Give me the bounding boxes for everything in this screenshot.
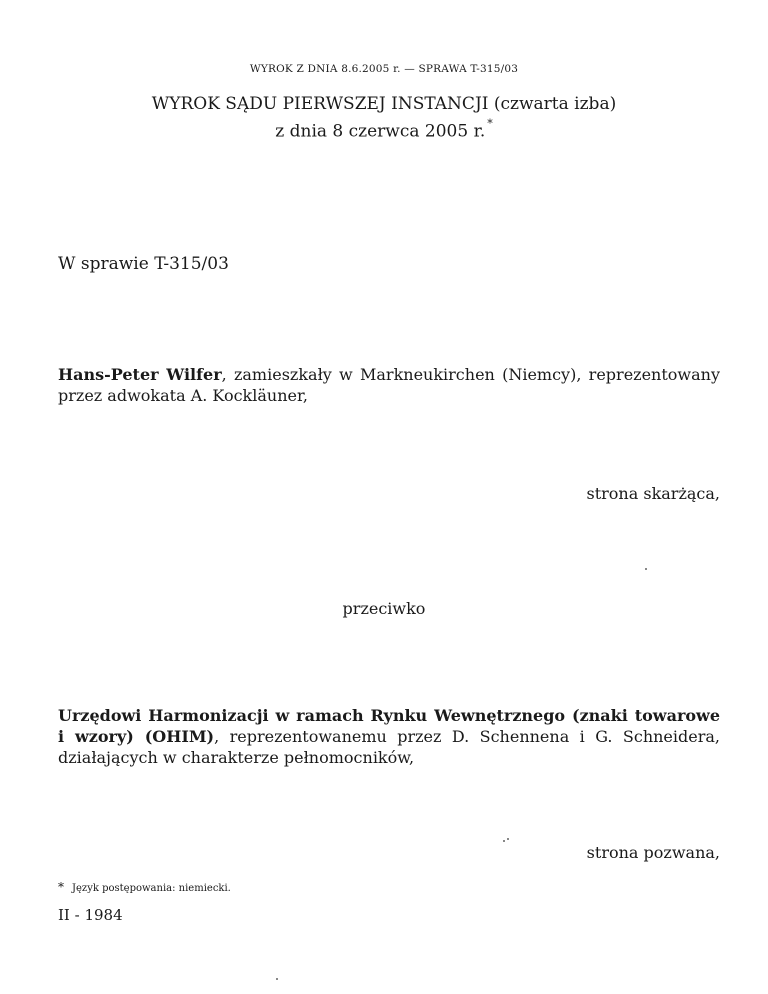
applicant-name: Hans-Peter Wilfer: [58, 365, 222, 384]
defendant-paragraph: [58, 705, 720, 768]
applicant-role: strona skarżąca,: [586, 484, 720, 503]
defendant-details: , reprezentowanemu przez D. Schennena i G. Schneidera, działających w charakterze pełnomocników,: [58, 727, 720, 767]
scan-speck: [276, 978, 278, 980]
footnote-marker: *: [58, 880, 64, 894]
applicant-paragraph: [58, 364, 720, 406]
judgment-date-text: z dnia 8 czerwca 2005 r.: [275, 121, 486, 142]
footnote-reference: *: [487, 117, 493, 130]
footnote-text: Język postępowania: niemiecki.: [72, 883, 231, 894]
running-header: WYROK Z DNIA 8.6.2005 r. — SPRAWA T-315/03: [249, 63, 519, 75]
defendant-role: strona pozwana,: [586, 843, 720, 862]
footnote: [58, 880, 231, 894]
page-number: II - 1984: [58, 906, 123, 924]
defendant-name: Urzędowi Harmonizacji w ramach Rynku Wewnętrznego (znaki towarowe i wzory) (OHIM): [58, 706, 720, 746]
scan-speck: [645, 568, 647, 570]
judgment-date: [0, 117, 768, 142]
versus-label: przeciwko: [342, 599, 426, 618]
case-line: W sprawie T-315/03: [58, 254, 229, 274]
scan-speck: [503, 840, 505, 842]
scan-speck: [507, 838, 509, 840]
judgment-title: WYROK SĄDU PIERWSZEJ INSTANCJI (czwarta izba): [151, 94, 617, 114]
applicant-details: , zamieszkały w Markneukirchen (Niemcy), reprezentowany przez adwokata A. Kockläuner,: [58, 365, 721, 405]
